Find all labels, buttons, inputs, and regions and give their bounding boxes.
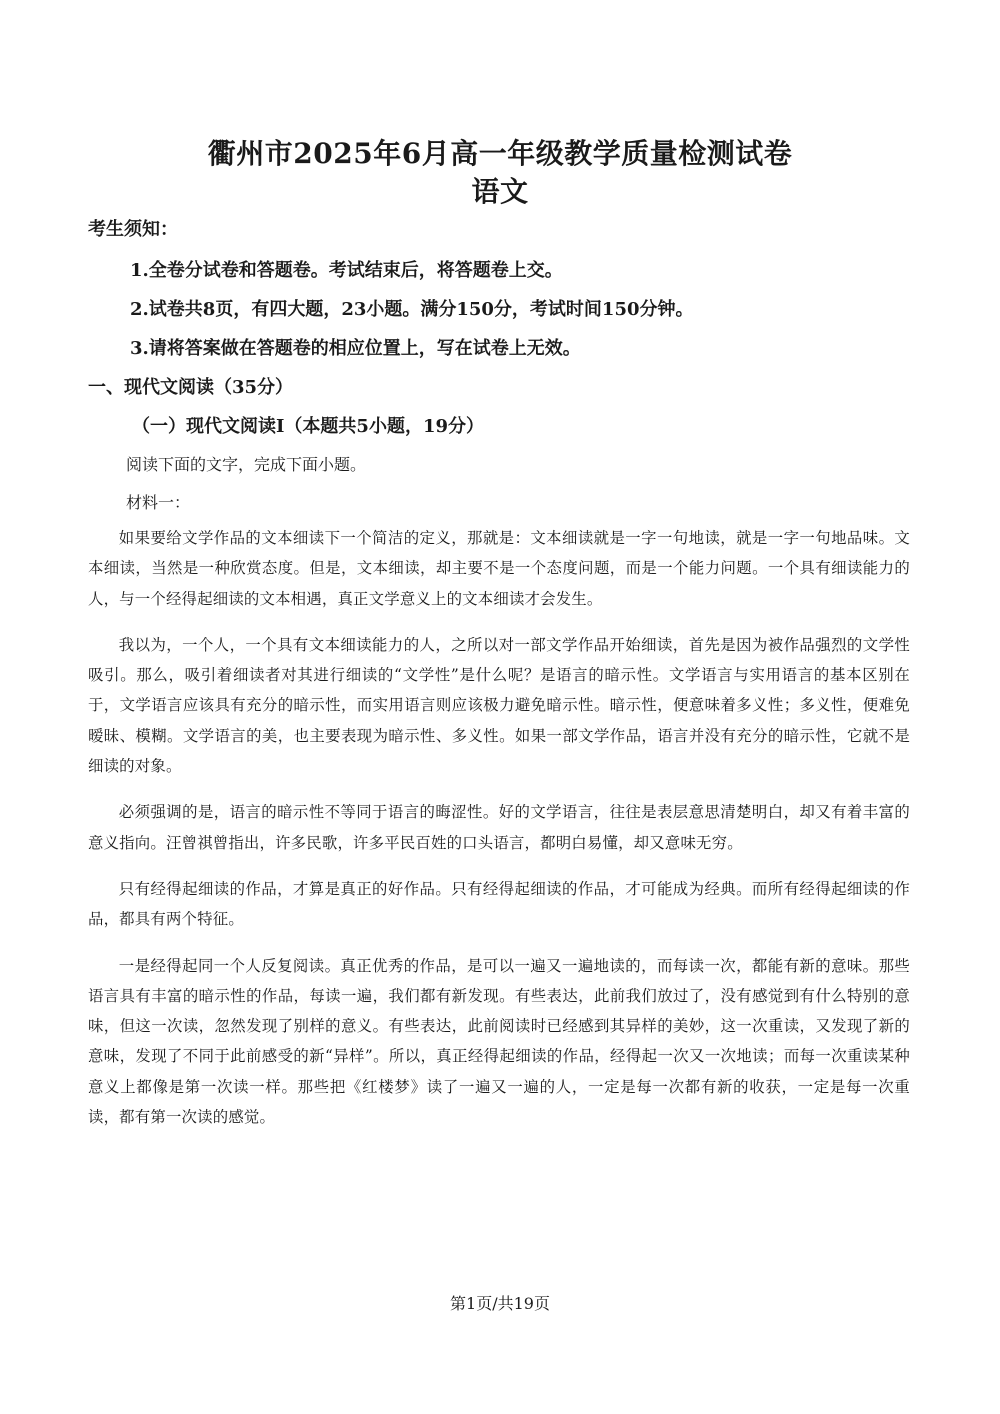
page-number: 第1页/共19页 (450, 1294, 550, 1313)
paragraph: 必须强调的是，语言的暗示性不等同于语言的晦涩性。好的文学语言，往往是表层意思清楚明白，却又有着丰富的意义指向。汪曾祺曾指出，许多民歌，许多平民百姓的口头语言，都明白易懂，却又意味无穷。 (88, 803, 910, 852)
section-subtitle: （一）现代文阅读Ⅰ（本题共5小题，19分） (132, 416, 484, 437)
passage-body (88, 523, 910, 1148)
notice-heading: 考生须知： (88, 219, 178, 240)
paragraph: 一是经得起同一个人反复阅读。真正优秀的作品，是可以一遍又一遍地读的，而每读一次，都能有新的意味。那些语言具有丰富的暗示性的作品，每读一遍，我们都有新发现。有些表达，此前我们放过了，没有感觉到有什么特别的意味，但这一次读，忽然发现了别样的意义。有些表达，此前阅读时已经感到其异样的美妙，这一次重读，又发现了新的意味，发现了不同于此前感受的新“异样”。所以，真正经得起细读的作品，经得起一次又一次地读；而每一次重读某种意义上都像是第一次读一样。那些把《红楼梦》读了一遍又一遍的人，一定是每一次都有新的收获，一定是每一次重读，都有第一次读的感觉。 (88, 956, 910, 1127)
notice-item-1: 1.全卷分试卷和答题卷。考试结束后，将答题卷上交。 (130, 260, 563, 281)
notice-item-3: 3.请将答案做在答题卷的相应位置上，写在试卷上无效。 (130, 338, 581, 359)
notice-item-2: 2.试卷共8页，有四大题，23小题。满分150分，考试时间150分钟。 (130, 299, 694, 320)
material-label: 材料一： (126, 493, 191, 512)
paragraph: 只有经得起细读的作品，才算是真正的好作品。只有经得起细读的作品，才可能成为经典。而所有经得起细读的作品，都具有两个特征。 (88, 879, 910, 929)
paragraph: 我以为，一个人，一个具有文本细读能力的人，之所以对一部文学作品开始细读，首先是因为被作品强烈的文学性吸引。那么，吸引着细读者对其进行细读的“文学性”是什么呢？是语言的暗示性。文学语言与实用语言的基本区别在于，文学语言应该具有充分的暗示性，而实用语言则应该极力避免暗示性。暗示性，便意味着多义性；多义性，便难免暧昧、模糊。文学语言的美，也主要表现为暗示性、多义性。如果一部文学作品，语言并没有充分的暗示性，它就不是细读的对象。 (88, 635, 910, 776)
subject-title: 语文 (471, 175, 529, 208)
instruction-text: 阅读下面的文字，完成下面小题。 (126, 455, 367, 474)
exam-title: 衢州市2025年6月高一年级教学质量检测试卷 (207, 137, 793, 170)
paragraph: 如果要给文学作品的文本细读下一个简洁的定义，那就是：文本细读就是一字一句地读，就是一字一句地品味。文本细读，当然是一种欣赏态度。但是，文本细读，却主要不是一个态度问题，而是一个能力问题。一个具有细读能力的人，与一个经得起细读的文本相遇，真正文学意义上的文本细读才会发生。 (88, 529, 910, 608)
section-title: 一、现代文阅读（35分） (88, 377, 294, 398)
